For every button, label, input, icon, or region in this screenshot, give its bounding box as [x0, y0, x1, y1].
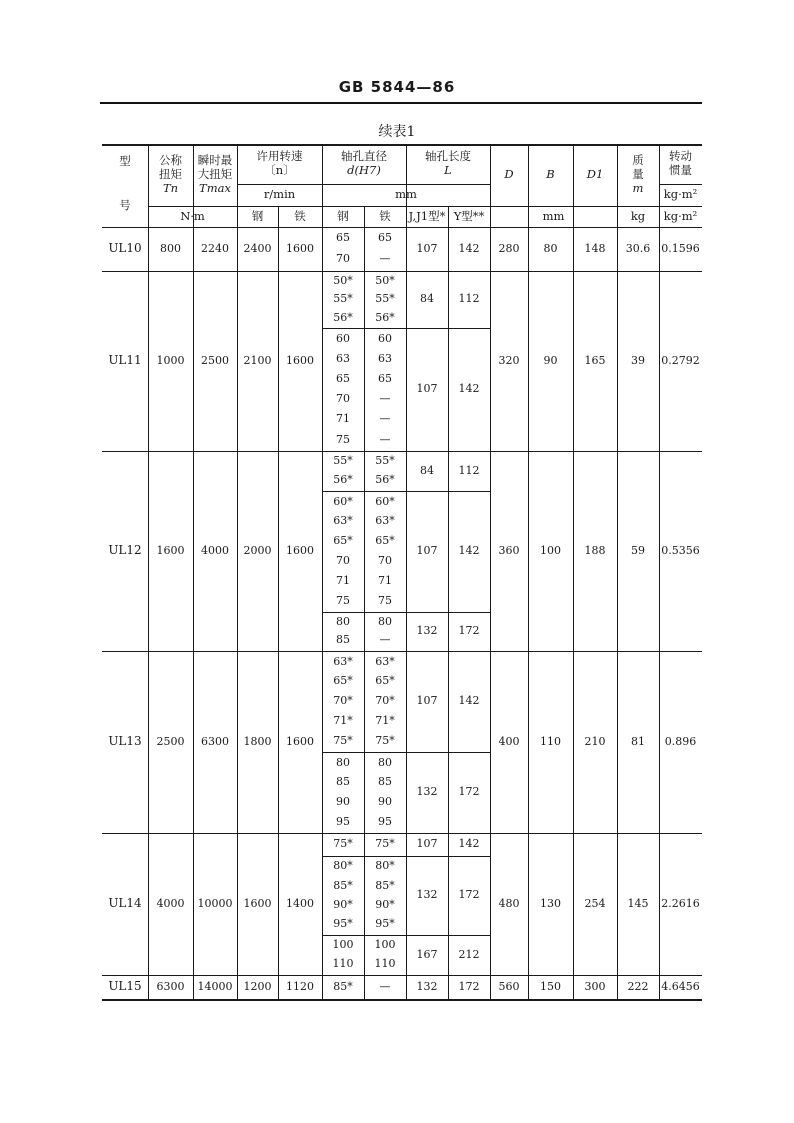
table-rule-h	[148, 206, 702, 207]
header-inertia-line: 转动	[669, 149, 692, 164]
bore-length-y-cell: 142	[458, 241, 480, 255]
bore-length-y-cell: 172	[458, 979, 480, 993]
speed-iron-cell: 1400	[286, 896, 314, 910]
bore-dia-steel-cell	[322, 271, 364, 328]
diameter-value: 50*	[375, 273, 395, 287]
bore-length-y-cell: 172	[458, 785, 480, 799]
bore-length-y-cell: 112	[458, 463, 480, 477]
diameter-value: 85	[336, 633, 350, 647]
table-rule-v	[617, 144, 618, 999]
outer-dia-D-cell: 560	[498, 979, 520, 993]
diameter-value: 63	[336, 351, 350, 365]
table-rule-v	[490, 144, 491, 999]
header-bore-length-line: L	[444, 163, 452, 177]
table-rule-v	[573, 144, 574, 999]
diameter-value: 95	[336, 814, 350, 828]
diameter-value: 75	[378, 593, 392, 607]
diameter-value: 85	[336, 775, 350, 789]
diameter-value: 70*	[333, 694, 353, 708]
header-speed-unit	[237, 184, 322, 206]
diameter-value: 80	[378, 614, 392, 628]
header-mass-unit	[617, 206, 659, 227]
diameter-value: 70	[336, 392, 350, 406]
bore-length-y-cell: 172	[458, 624, 480, 638]
table-rule-h	[102, 227, 702, 228]
mass-cell: 222	[627, 979, 649, 993]
header-type-y	[448, 206, 490, 227]
header-inertia	[659, 144, 702, 184]
diameter-value: 65	[378, 231, 392, 245]
diameter-value: 100	[332, 938, 354, 952]
header-model	[102, 144, 148, 180]
diameter-value: 50*	[333, 273, 353, 287]
mass-cell: 59	[631, 543, 645, 557]
diameter-value: 63*	[333, 654, 353, 668]
header-max-torque-line: 大扭矩	[197, 167, 233, 182]
speed-iron-cell: 1600	[286, 543, 314, 557]
nominal-torque-cell: 2500	[156, 734, 185, 748]
bore-dia-steel-cell	[322, 491, 364, 612]
header-B	[528, 144, 573, 206]
bore-length-j-cell: 132	[416, 888, 438, 902]
diameter-value: 56*	[333, 310, 353, 324]
bore-dia-steel-cell	[322, 451, 364, 491]
table-rule-v	[278, 227, 279, 999]
diameter-value: 70	[336, 252, 350, 266]
width-B-cell: 80	[543, 241, 558, 255]
table-rule-v	[659, 144, 660, 999]
diameter-value: 71	[378, 573, 392, 587]
table-rule-h	[659, 184, 702, 185]
header-D1	[573, 144, 617, 206]
bore-length-y-cell: 172	[458, 888, 480, 902]
diameter-value: 80	[378, 755, 392, 769]
bore-length-j-cell: 167	[416, 947, 438, 961]
header-steel-dia-line: 钢	[337, 208, 349, 223]
model-cell: UL14	[108, 896, 142, 911]
header-dim-unit	[490, 206, 617, 227]
bore-length-j-cell: 84	[420, 463, 434, 477]
diameter-value: 63*	[375, 654, 395, 668]
nominal-torque-cell: 1600	[156, 543, 185, 557]
diameter-value: 65*	[333, 534, 353, 548]
header-max-torque-line: 瞬时最	[197, 153, 233, 168]
model-cell: UL11	[108, 353, 142, 368]
diameter-value: 110	[374, 957, 396, 971]
header-mass-line: 质	[632, 153, 644, 168]
dia-D1-cell: 165	[584, 353, 606, 367]
dia-D1-cell: 254	[584, 896, 606, 910]
diameter-value: —	[379, 252, 391, 266]
bore-dia-iron-cell	[364, 612, 406, 651]
diameter-value: 65	[378, 372, 392, 386]
diameter-value: 71	[336, 573, 350, 587]
outer-dia-D-cell: 360	[498, 543, 520, 557]
bore-dia-iron-cell	[364, 935, 406, 975]
table-rule-v	[322, 144, 323, 999]
diameter-value: 75	[336, 593, 350, 607]
bore-dia-steel-cell	[322, 752, 364, 833]
header-steel-dia	[322, 206, 364, 227]
header-mass-line: 量	[632, 167, 644, 182]
outer-dia-D-cell: 400	[498, 734, 520, 748]
diameter-value: 56*	[333, 473, 353, 487]
header-B-line: B	[546, 167, 555, 182]
bore-dia-steel-cell	[322, 856, 364, 935]
dia-D1-cell: 188	[584, 543, 606, 557]
document-header: GB 5844—86	[338, 78, 456, 96]
diameter-value: 71*	[333, 713, 353, 727]
header-max-torque-line: Tmax	[199, 180, 231, 195]
bore-dia-steel-cell	[322, 975, 364, 999]
model-cell: UL15	[108, 979, 142, 994]
table-rule-v	[406, 144, 407, 999]
speed-steel-cell: 2100	[243, 353, 272, 367]
header-inertia-unit-2	[659, 206, 702, 227]
diameter-value: —	[379, 412, 391, 426]
header-inertia-unit	[659, 184, 702, 206]
diameter-value: —	[379, 979, 391, 993]
bore-dia-steel-cell	[322, 328, 364, 451]
width-B-cell: 130	[540, 896, 561, 910]
max-torque-cell: 2500	[201, 353, 229, 367]
header-iron	[278, 206, 322, 227]
table-rule-v	[148, 144, 149, 999]
bore-length-y-cell: 212	[458, 947, 480, 961]
bore-dia-steel-cell	[322, 227, 364, 271]
header-type-y-line: Y型**	[453, 208, 485, 223]
diameter-value: 63	[378, 351, 392, 365]
outer-dia-D-cell: 320	[498, 353, 520, 367]
bore-dia-iron-cell	[364, 856, 406, 935]
bore-length-j-cell: 107	[416, 241, 438, 255]
diameter-value: 90*	[333, 897, 353, 911]
width-B-cell: 110	[540, 734, 561, 748]
speed-steel-cell: 1600	[243, 896, 272, 910]
diameter-value: 56*	[375, 473, 395, 487]
header-nominal-torque-line: Tn	[162, 180, 179, 195]
header-D1-line: D1	[586, 167, 604, 182]
inertia-cell: 0.1596	[661, 241, 700, 255]
bore-length-y-cell: 112	[458, 292, 480, 306]
header-D-line: D	[504, 167, 514, 182]
width-B-cell: 100	[540, 543, 561, 557]
bore-length-y-cell: 142	[458, 694, 480, 708]
diameter-value: 95*	[375, 917, 395, 931]
header-inertia-unit-2-line: kg·m²	[663, 208, 698, 223]
width-B-cell: 150	[540, 979, 561, 993]
mass-cell: 81	[631, 734, 645, 748]
outer-dia-D-cell: 280	[498, 241, 520, 255]
diameter-value: 80	[336, 755, 350, 769]
header-bore-length	[406, 144, 490, 184]
nominal-torque-cell: 6300	[156, 979, 185, 993]
inertia-cell: 0.2792	[661, 353, 700, 367]
model-cell: UL12	[108, 543, 142, 558]
diameter-value: 56*	[375, 310, 395, 324]
header-type-j	[406, 206, 448, 227]
speed-steel-cell: 2400	[243, 241, 272, 255]
header-model-line: 型	[119, 154, 131, 169]
bore-length-j-cell: 84	[420, 292, 434, 306]
max-torque-cell: 2240	[201, 241, 229, 255]
bore-dia-steel-cell	[322, 651, 364, 752]
header-mass-line: m	[632, 180, 644, 195]
table-caption: 续表1	[378, 124, 416, 140]
diameter-value: 65*	[375, 674, 395, 688]
diameter-value: 55*	[333, 454, 353, 468]
header-steel	[237, 206, 278, 227]
diameter-value: 60*	[333, 494, 353, 508]
header-allowed-speed-line: 〔n〕	[264, 163, 295, 177]
mass-cell: 145	[627, 896, 649, 910]
diameter-value: 100	[374, 938, 396, 952]
bore-length-j-cell: 107	[416, 837, 438, 851]
speed-iron-cell: 1120	[286, 979, 314, 993]
diameter-value: 55*	[375, 454, 395, 468]
diameter-value: 90	[336, 795, 350, 809]
header-mm-line: mm	[395, 187, 417, 202]
mass-cell: 30.6	[625, 241, 651, 255]
header-bore-diameter-line: d(H7)	[347, 163, 381, 177]
header-type-j-line: J,J1型*	[408, 208, 446, 223]
header-nominal-torque-line: 扭矩	[159, 167, 182, 182]
table-rule-h	[102, 144, 702, 146]
header-D	[490, 144, 528, 206]
header-nominal-torque-line: 公称	[159, 153, 182, 168]
diameter-value: 75*	[375, 733, 395, 747]
diameter-value: 65*	[333, 674, 353, 688]
diameter-value: 95*	[333, 917, 353, 931]
nominal-torque-cell: 4000	[156, 896, 185, 910]
header-allowed-speed-line: 许用转速	[256, 149, 303, 164]
nominal-torque-cell: 800	[160, 241, 181, 255]
diameter-value: 75	[336, 432, 350, 446]
inertia-cell: 0.896	[664, 734, 697, 748]
bore-length-j-cell: 132	[416, 785, 438, 799]
diameter-value: 71	[336, 412, 350, 426]
header-bore-diameter	[322, 144, 406, 184]
diameter-value: 60	[336, 331, 350, 345]
model-cell: UL10	[108, 241, 142, 256]
max-torque-cell: 4000	[201, 543, 229, 557]
speed-steel-cell: 1800	[243, 734, 272, 748]
diameter-value: 65*	[375, 534, 395, 548]
header-iron-line: 铁	[294, 208, 306, 223]
header-nominal-torque	[148, 144, 193, 206]
header-inertia-unit-line: kg·m²	[663, 187, 698, 202]
diameter-value: 55*	[375, 292, 395, 306]
bore-length-j-cell: 107	[416, 544, 438, 558]
bore-dia-steel-cell	[322, 935, 364, 975]
table-rule-v	[364, 206, 365, 999]
table-rule-h	[102, 999, 702, 1001]
diameter-value: 85*	[333, 979, 353, 993]
diameter-value: 80*	[333, 859, 353, 873]
header-mass-unit-line: kg	[630, 208, 646, 223]
diameter-value: 85*	[333, 878, 353, 892]
speed-steel-cell: 1200	[243, 979, 272, 993]
bore-dia-iron-cell	[364, 975, 406, 999]
diameter-value: 75*	[375, 837, 395, 851]
speed-steel-cell: 2000	[243, 543, 272, 557]
dia-D1-cell: 210	[584, 734, 606, 748]
bore-length-j-cell: 132	[416, 979, 438, 993]
header-max-torque	[193, 144, 237, 206]
diameter-value: 63*	[375, 514, 395, 528]
header-speed-unit-line: r/min	[263, 187, 296, 202]
inertia-cell: 4.6456	[661, 979, 700, 993]
max-torque-cell: 14000	[197, 979, 233, 993]
nominal-torque-cell: 1000	[156, 353, 185, 367]
table-rule-v	[193, 144, 194, 999]
table-rule-v	[448, 206, 449, 999]
bore-dia-iron-cell	[364, 651, 406, 752]
diameter-value: 63*	[333, 514, 353, 528]
diameter-value: 65	[336, 372, 350, 386]
bore-dia-steel-cell	[322, 612, 364, 651]
dia-D1-cell: 300	[584, 979, 606, 993]
diameter-value: —	[379, 432, 391, 446]
bore-dia-iron-cell	[364, 491, 406, 612]
speed-iron-cell: 1600	[286, 353, 314, 367]
bore-length-j-cell: 107	[416, 694, 438, 708]
header-iron-dia-line: 铁	[379, 208, 391, 223]
table-rule-v	[528, 144, 529, 999]
diameter-value: 90	[378, 795, 392, 809]
header-allowed-speed	[237, 144, 322, 184]
model-cell: UL13	[108, 734, 142, 749]
header-inertia-line: 惯量	[669, 163, 692, 177]
outer-dia-D-cell: 480	[498, 896, 520, 910]
diameter-value: 85	[378, 775, 392, 789]
diameter-value: 80	[336, 614, 350, 628]
bore-length-j-cell: 132	[416, 624, 438, 638]
diameter-value: 90*	[375, 897, 395, 911]
bore-length-y-cell: 142	[458, 382, 480, 396]
bore-length-y-cell: 142	[458, 837, 480, 851]
diameter-value: 70	[336, 554, 350, 568]
header-iron-dia	[364, 206, 406, 227]
bore-length-j-cell: 107	[416, 382, 438, 396]
diameter-value: 70	[378, 554, 392, 568]
diameter-value: 110	[332, 957, 354, 971]
header-steel-line: 钢	[251, 208, 264, 223]
speed-iron-cell: 1600	[286, 734, 314, 748]
bore-dia-iron-cell	[364, 227, 406, 271]
bore-dia-iron-cell	[364, 451, 406, 491]
diameter-value: 65	[336, 231, 350, 245]
bore-dia-iron-cell	[364, 271, 406, 328]
header-mass	[617, 144, 659, 206]
diameter-value: 60	[378, 331, 392, 345]
bore-dia-steel-cell	[322, 833, 364, 856]
diameter-value: 71*	[375, 713, 395, 727]
mass-cell: 39	[631, 353, 645, 367]
diameter-value: 85*	[375, 878, 395, 892]
width-B-cell: 90	[543, 353, 558, 367]
diameter-value: 70*	[375, 694, 395, 708]
diameter-value: 75*	[333, 733, 353, 747]
header-model-2-line: 号	[119, 197, 131, 212]
table-rule-v	[237, 144, 238, 999]
speed-iron-cell: 1600	[286, 241, 314, 255]
header-bore-length-line: 轴孔长度	[425, 149, 471, 164]
inertia-cell: 2.2616	[661, 896, 700, 910]
header-torque-unit-line: N·m	[180, 208, 205, 223]
diameter-value: 55*	[333, 292, 353, 306]
diameter-value: 95	[378, 814, 392, 828]
header-model-2	[102, 184, 148, 227]
dia-D1-cell: 148	[584, 241, 606, 255]
bore-dia-iron-cell	[364, 833, 406, 856]
header-dim-unit-line: mm	[542, 208, 565, 223]
bore-dia-iron-cell	[364, 328, 406, 451]
table-rule-h	[237, 184, 322, 185]
diameter-value: 60*	[375, 494, 395, 508]
bore-length-y-cell: 142	[458, 544, 480, 558]
bore-dia-iron-cell	[364, 752, 406, 833]
inertia-cell: 0.5356	[661, 543, 700, 557]
diameter-value: 75*	[333, 837, 353, 851]
max-torque-cell: 6300	[201, 734, 229, 748]
diameter-value: —	[379, 633, 391, 647]
diameter-value: —	[379, 392, 391, 406]
max-torque-cell: 10000	[197, 896, 233, 910]
header-bore-diameter-line: 轴孔直径	[341, 149, 387, 164]
diameter-value: 80*	[375, 859, 395, 873]
